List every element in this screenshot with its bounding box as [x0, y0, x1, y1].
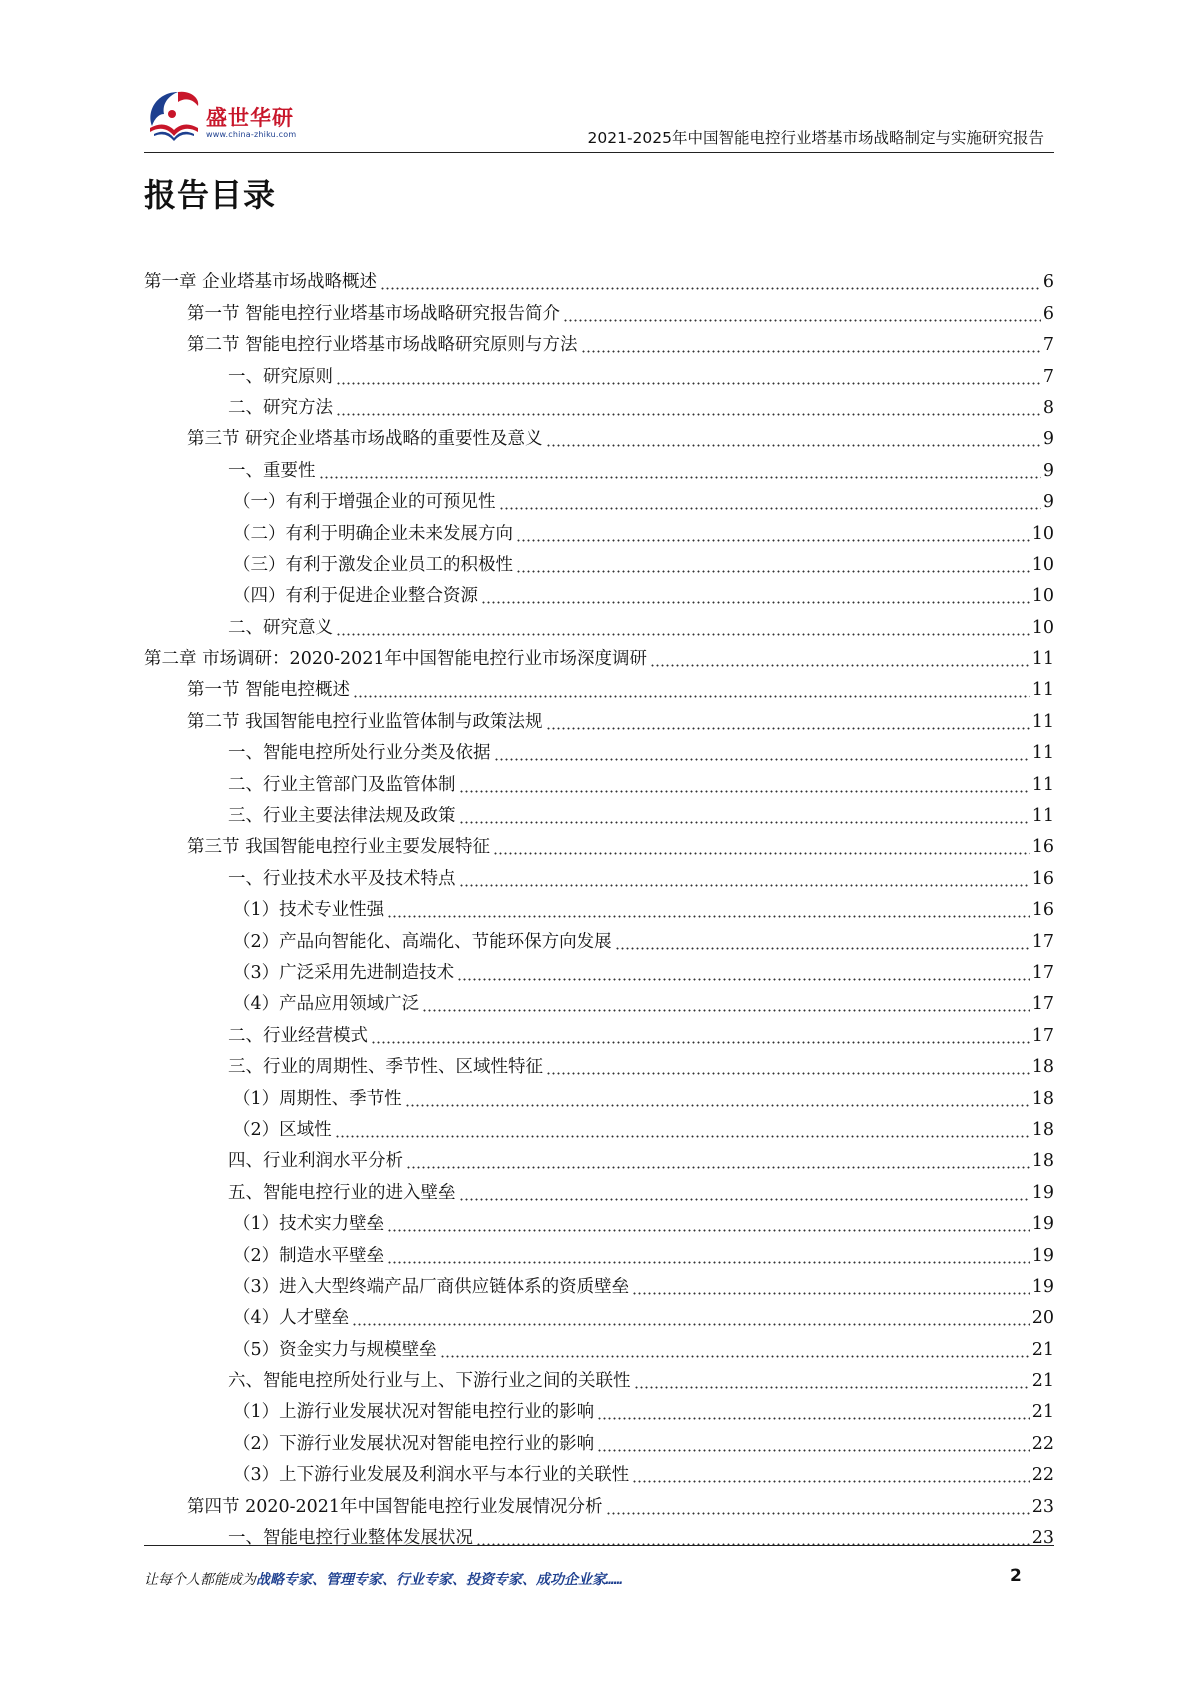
- toc-entry[interactable]: [144, 701, 1054, 732]
- toc-leader-dots: [352, 1308, 1030, 1326]
- toc-entry-label: （5）资金实力与规模壁垒: [233, 1339, 437, 1360]
- toc-entry-page: 7: [1042, 335, 1054, 356]
- toc-leader-dots: [422, 994, 1030, 1012]
- toc-entry[interactable]: [144, 890, 1054, 921]
- toc-entry-page: 7: [1042, 366, 1054, 387]
- toc-entry[interactable]: [144, 796, 1054, 827]
- toc-entry-label: 三、行业主要法律法规及政策: [228, 806, 456, 827]
- toc-entry-page: 16: [1031, 900, 1054, 921]
- toc-leader-dots: [440, 1340, 1030, 1358]
- toc-entry-page: 6: [1042, 272, 1054, 293]
- report-title: 2021-2025年中国智能电控行业塔基市场战略制定与实施研究报告: [587, 129, 1044, 147]
- toc-entry-page: 16: [1031, 868, 1054, 889]
- toc-entry-label: （2）制造水平壁垒: [233, 1245, 385, 1266]
- toc-leader-dots: [336, 398, 1041, 416]
- toc-entry-page: 10: [1031, 554, 1054, 575]
- toc-entry-page: 10: [1031, 586, 1054, 607]
- toc-entry-page: 17: [1031, 962, 1054, 983]
- toc-entry[interactable]: [144, 858, 1054, 889]
- toc-leader-dots: [387, 1214, 1030, 1232]
- footer-slogan-lead: 让每个人都能成为: [144, 1572, 256, 1588]
- toc-leader-dots: [481, 586, 1030, 604]
- toc-entry-page: 17: [1031, 1025, 1054, 1046]
- toc-entry[interactable]: [144, 1204, 1054, 1235]
- toc-entry-label: 第二节 智能电控行业塔基市场战略研究原则与方法: [187, 335, 578, 356]
- page-number: 2: [1010, 1566, 1022, 1586]
- toc-entry[interactable]: [144, 984, 1054, 1015]
- toc-leader-dots: [459, 806, 1030, 824]
- toc-entry-page: 23: [1031, 1496, 1054, 1517]
- toc-leader-dots: [459, 775, 1030, 793]
- toc-entry-page: 22: [1031, 1465, 1054, 1486]
- toc-entry-label: （4）产品应用领域广泛: [233, 994, 420, 1015]
- header-divider: [144, 152, 1054, 153]
- toc-leader-dots: [650, 649, 1030, 667]
- toc-entry-label: 四、行业利润水平分析: [228, 1151, 403, 1172]
- toc-entry-label: 六、智能电控所处行业与上、下游行业之间的关联性: [228, 1371, 631, 1392]
- toc-entry-page: 21: [1031, 1339, 1054, 1360]
- toc-leader-dots: [581, 335, 1041, 353]
- toc-leader-dots: [476, 1528, 1030, 1546]
- toc-entry-page: 20: [1031, 1308, 1054, 1329]
- toc-entry[interactable]: [144, 953, 1054, 984]
- toc-entry-page: 11: [1031, 649, 1054, 670]
- toc-entry-label: 二、行业经营模式: [228, 1025, 368, 1046]
- toc-entry-page: 19: [1031, 1182, 1054, 1203]
- toc-entry[interactable]: [144, 921, 1054, 952]
- toc-entry[interactable]: [144, 1329, 1054, 1360]
- toc-leader-dots: [459, 1183, 1030, 1201]
- toc-entry[interactable]: [144, 262, 1054, 293]
- page-title: 报告目录: [144, 176, 277, 214]
- toc-entry-label: 第四节 2020-2021年中国智能电控行业发展情况分析: [187, 1496, 603, 1517]
- toc-entry[interactable]: [144, 1267, 1054, 1298]
- toc-entry-label: 二、研究方法: [228, 397, 333, 418]
- table-of-contents: [144, 262, 1054, 1549]
- toc-entry[interactable]: [144, 419, 1054, 450]
- toc-entry[interactable]: [144, 1486, 1054, 1517]
- toc-entry[interactable]: [144, 388, 1054, 419]
- toc-entry-page: 10: [1031, 617, 1054, 638]
- toc-entry-page: 11: [1031, 806, 1054, 827]
- logo-mark-icon: [144, 84, 204, 144]
- toc-leader-dots: [546, 429, 1041, 447]
- toc-entry-label: 三、行业的周期性、季节性、区域性特征: [228, 1057, 543, 1078]
- toc-leader-dots: [387, 900, 1030, 918]
- toc-entry[interactable]: [144, 450, 1054, 481]
- toc-leader-dots: [546, 712, 1030, 730]
- toc-entry-label: 一、重要性: [228, 460, 316, 481]
- toc-entry[interactable]: [144, 1455, 1054, 1486]
- toc-entry[interactable]: [144, 1047, 1054, 1078]
- toc-entry-label: 五、智能电控行业的进入壁垒: [228, 1182, 456, 1203]
- toc-entry[interactable]: [144, 482, 1054, 513]
- toc-entry[interactable]: [144, 607, 1054, 638]
- toc-entry-page: 11: [1031, 711, 1054, 732]
- toc-entry-page: 19: [1031, 1214, 1054, 1235]
- toc-leader-dots: [387, 1246, 1030, 1264]
- toc-entry-label: （二）有利于明确企业未来发展方向: [233, 523, 513, 544]
- toc-entry-label: （1）上游行业发展状况对智能电控行业的影响: [233, 1402, 595, 1423]
- toc-entry[interactable]: [144, 576, 1054, 607]
- toc-leader-dots: [494, 743, 1030, 761]
- toc-entry-page: 19: [1031, 1276, 1054, 1297]
- toc-entry-label: 第三节 我国智能电控行业主要发展特征: [187, 837, 491, 858]
- toc-entry[interactable]: [144, 1298, 1054, 1329]
- toc-leader-dots: [371, 1026, 1030, 1044]
- toc-entry[interactable]: [144, 1172, 1054, 1203]
- toc-entry-page: 18: [1031, 1057, 1054, 1078]
- toc-entry-page: 21: [1031, 1371, 1054, 1392]
- toc-entry[interactable]: [144, 356, 1054, 387]
- toc-entry-label: 第三节 研究企业塔基市场战略的重要性及意义: [187, 429, 543, 450]
- toc-leader-dots: [615, 932, 1030, 950]
- toc-entry[interactable]: [144, 764, 1054, 795]
- toc-entry-label: （1）周期性、季节性: [233, 1088, 402, 1109]
- toc-entry-page: 23: [1031, 1528, 1054, 1549]
- logo-name: 盛世华研: [206, 106, 294, 130]
- toc-entry-label: （3）上下游行业发展及利润水平与本行业的关联性: [233, 1465, 630, 1486]
- toc-leader-dots: [319, 461, 1041, 479]
- toc-leader-dots: [632, 1277, 1030, 1295]
- toc-leader-dots: [353, 680, 1030, 698]
- toc-leader-dots: [516, 524, 1030, 542]
- page-header: [144, 80, 1054, 156]
- toc-entry-label: （3）进入大型终端产品厂商供应链体系的资质壁垒: [233, 1276, 630, 1297]
- toc-entry-page: 11: [1031, 680, 1054, 701]
- toc-leader-dots: [336, 618, 1030, 636]
- toc-entry-label: （1）技术专业性强: [233, 900, 385, 921]
- toc-entry-page: 18: [1031, 1151, 1054, 1172]
- toc-entry-label: 一、研究原则: [228, 366, 333, 387]
- toc-entry-label: （3）广泛采用先进制造技术: [233, 962, 455, 983]
- toc-entry[interactable]: [144, 1392, 1054, 1423]
- toc-leader-dots: [457, 963, 1030, 981]
- toc-entry[interactable]: [144, 827, 1054, 858]
- toc-entry-label: 第一节 智能电控概述: [187, 680, 351, 701]
- logo-url: www.china-zhiku.com: [206, 130, 297, 139]
- toc-entry[interactable]: [144, 545, 1054, 576]
- toc-leader-dots: [597, 1434, 1030, 1452]
- footer-slogan-highlight: 战略专家、管理专家、行业专家、投资专家、成功企业家……: [256, 1572, 623, 1588]
- toc-entry[interactable]: [144, 1015, 1054, 1046]
- toc-entry[interactable]: [144, 1141, 1054, 1172]
- toc-leader-dots: [406, 1151, 1030, 1169]
- toc-entry[interactable]: [144, 325, 1054, 356]
- toc-entry-page: 21: [1031, 1402, 1054, 1423]
- toc-entry[interactable]: [144, 1110, 1054, 1141]
- toc-entry-label: （4）人才壁垒: [233, 1308, 350, 1329]
- toc-leader-dots: [606, 1497, 1030, 1515]
- toc-entry-page: 17: [1031, 931, 1054, 952]
- toc-entry-page: 22: [1031, 1433, 1054, 1454]
- toc-entry-page: 9: [1042, 492, 1054, 513]
- toc-leader-dots: [336, 367, 1041, 385]
- toc-entry-label: 二、行业主管部门及监管体制: [228, 774, 456, 795]
- toc-entry-label: （2）下游行业发展状况对智能电控行业的影响: [233, 1433, 595, 1454]
- toc-entry-page: 18: [1031, 1088, 1054, 1109]
- toc-entry-label: （2）产品向智能化、高端化、节能环保方向发展: [233, 931, 612, 952]
- company-logo: [144, 80, 314, 148]
- toc-entry-page: 17: [1031, 994, 1054, 1015]
- footer-divider: [144, 1545, 1054, 1546]
- toc-leader-dots: [516, 555, 1030, 573]
- toc-leader-dots: [405, 1089, 1030, 1107]
- toc-entry[interactable]: [144, 1423, 1054, 1454]
- toc-entry[interactable]: [144, 1235, 1054, 1266]
- toc-entry-page: 11: [1031, 743, 1054, 764]
- toc-entry-label: （1）技术实力壁垒: [233, 1214, 385, 1235]
- toc-leader-dots: [493, 837, 1030, 855]
- toc-entry[interactable]: [144, 639, 1054, 670]
- toc-entry-label: （四）有利于促进企业整合资源: [233, 586, 478, 607]
- toc-entry-page: 6: [1042, 303, 1054, 324]
- toc-entry-label: 一、行业技术水平及技术特点: [228, 868, 456, 889]
- toc-entry-label: 一、智能电控行业整体发展状况: [228, 1528, 473, 1549]
- toc-entry-page: 8: [1042, 397, 1054, 418]
- toc-entry-label: 第二节 我国智能电控行业监管体制与政策法规: [187, 711, 543, 732]
- toc-leader-dots: [380, 272, 1041, 290]
- toc-entry-label: 第二章 市场调研：2020-2021年中国智能电控行业市场深度调研: [144, 649, 648, 670]
- toc-entry[interactable]: [144, 1361, 1054, 1392]
- toc-entry-label: 一、智能电控所处行业分类及依据: [228, 743, 491, 764]
- toc-entry[interactable]: [144, 513, 1054, 544]
- toc-entry[interactable]: [144, 1078, 1054, 1109]
- toc-leader-dots: [459, 869, 1030, 887]
- toc-leader-dots: [634, 1371, 1030, 1389]
- toc-entry-page: 19: [1031, 1245, 1054, 1266]
- toc-entry[interactable]: [144, 670, 1054, 701]
- toc-entry-label: （三）有利于激发企业员工的积极性: [233, 554, 513, 575]
- toc-leader-dots: [546, 1057, 1030, 1075]
- toc-entry[interactable]: [144, 293, 1054, 324]
- toc-entry-page: 18: [1031, 1119, 1054, 1140]
- toc-entry-label: （2）区域性: [233, 1119, 332, 1140]
- toc-entry-page: 10: [1031, 523, 1054, 544]
- toc-entry-label: 第一节 智能电控行业塔基市场战略研究报告简介: [187, 303, 561, 324]
- toc-entry-label: 第一章 企业塔基市场战略概述: [144, 272, 378, 293]
- toc-entry-page: 9: [1042, 429, 1054, 450]
- toc-entry[interactable]: [144, 733, 1054, 764]
- footer-slogan: [144, 1569, 623, 1589]
- toc-entry-page: 16: [1031, 837, 1054, 858]
- toc-leader-dots: [335, 1120, 1030, 1138]
- toc-leader-dots: [597, 1402, 1030, 1420]
- toc-entry-label: （一）有利于增强企业的可预见性: [233, 492, 496, 513]
- toc-entry-page: 11: [1031, 774, 1054, 795]
- toc-leader-dots: [499, 492, 1041, 510]
- toc-entry-label: 二、研究意义: [228, 617, 333, 638]
- toc-entry-page: 9: [1042, 460, 1054, 481]
- toc-leader-dots: [632, 1465, 1030, 1483]
- toc-leader-dots: [563, 304, 1041, 322]
